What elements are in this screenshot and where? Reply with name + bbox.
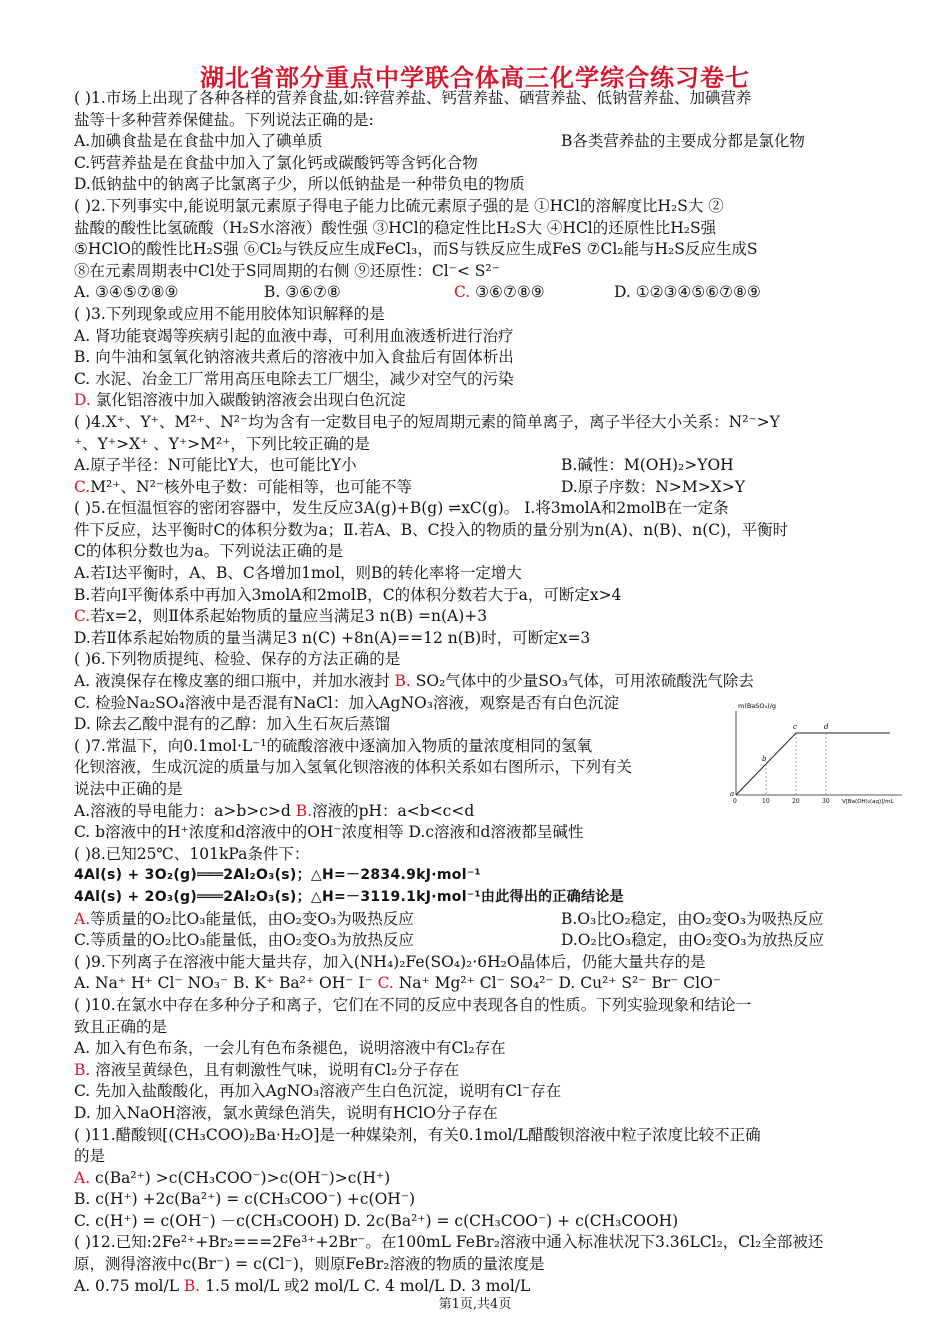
- text-line: ( )2.下列事实中,能说明氯元素原子得电子能力比硫元素原子强的是 ①HCl的溶解度比H₂S大 ②: [74, 196, 724, 215]
- answer-mark: B.: [74, 1060, 91, 1079]
- option-text: C. ③⑥⑦⑧⑨: [454, 283, 545, 302]
- text-line: D.低钠盐中的钠离子比氯离子少，所以低钠盐是一种带负电的物质: [74, 175, 525, 194]
- text-line: ⑧在元素周期表中Cl处于S同周期的右侧 ⑨还原性：Cl⁻< S²⁻: [74, 261, 500, 280]
- text-line: C的体积分数也为a。下列说法正确的是: [74, 542, 344, 561]
- option-text: B.碱性：M(OH)₂>YOH: [561, 456, 734, 475]
- answer-mark: A.: [74, 1168, 91, 1187]
- text-line: ( )5.在恒温恒容的密闭容器中，发生反应3A(g)+B(g) ⇌xC(g)。 Ⅰ.将3molA和2molB在一定条: [74, 499, 729, 518]
- graph-point-a: a: [730, 790, 735, 798]
- text-line: C. 先加入盐酸酸化，再加入AgNO₃溶液产生白色沉淀，说明有Cl⁻存在: [74, 1082, 562, 1101]
- answer-mark: C.: [454, 283, 471, 302]
- graph-curve: [736, 733, 890, 795]
- text-line: B.若向Ⅰ平衡体系中再加入3molA和2molB，C的体积分数若大于a，可断定x>4: [74, 585, 622, 604]
- graph-point-c: c: [793, 723, 797, 731]
- text-line: B. c(H⁺) +2c(Ba²⁺) = c(CH₃COO⁻) +c(OH⁻): [74, 1190, 416, 1209]
- text-line: D. 除去乙酸中混有的乙醇：加入生石灰后蒸馏: [74, 715, 391, 734]
- text-line: [74, 477, 880, 499]
- text-line: ( )7.常温下，向0.1mol·L⁻¹的硫酸溶液中逐滴加入物质的量浓度相同的氢氧: [74, 736, 593, 755]
- option-text: A.原子半径：N可能比Y大，也可能比Y小: [74, 456, 357, 475]
- text-line: 说法中正确的是: [74, 780, 183, 798]
- text-line: 原，测得溶液中c(Br⁻) = c(Cl⁻)，则原FeBr₂溶液的物质的量浓度是: [74, 1255, 545, 1274]
- text-line: ( )9.下列离子在溶液中能大量共存，加入(NH₄)₂Fe(SO₄)₂·6H₂O晶体后，仍能大量共存的是: [74, 952, 706, 971]
- graph-xtick: 0: [733, 798, 737, 805]
- text-line: C. 检验Na₂SO₄溶液中是否混有NaCl：加入AgNO₃溶液，观察是否有白色沉淀: [74, 693, 619, 712]
- text-line: [74, 282, 880, 304]
- text-line: A. 0.75 mol/L B. 1.5 mol/L 或2 mol/L C. 4 mol/L D. 3 mol/L: [74, 1276, 531, 1295]
- text-line: ( )8.已知25℃、101kPa条件下：: [74, 844, 310, 863]
- answer-mark: C.: [74, 607, 91, 626]
- text-line: 的是: [74, 1147, 106, 1166]
- text-line: D. 氯化铝溶液中加入碳酸钠溶液会出现白色沉淀: [74, 391, 406, 410]
- text-line: A. Na⁺ H⁺ Cl⁻ NO₃⁻ B. K⁺ Ba²⁺ OH⁻ I⁻ C. Na⁺ Mg²⁺ Cl⁻ SO₄²⁻ D. Cu²⁺ S²⁻ Br⁻ ClO⁻: [74, 974, 721, 993]
- page-title: 湖北省部分重点中学联合体高三化学综合练习卷七: [200, 63, 750, 92]
- text-line: ( )11.醋酸钡[(CH₃COO)₂Ba·H₂O]是一种媒染剂，有关0.1mol/L醋酸钡溶液中粒子浓度比较不正确: [74, 1125, 761, 1144]
- text-line: ( )6.下列物质提纯、检验、保存的方法正确的是: [74, 650, 401, 669]
- graph-xlabel: V[Ba(OH)₂(aq)]/mL: [842, 799, 894, 805]
- text-line: 盐等十多种营养保健盐。下列说法正确的是:: [74, 110, 374, 129]
- text-line: C. c(H⁺) = c(OH⁻) －c(CH₃COOH) D. 2c(Ba²⁺) = c(CH₃COO⁻) + c(CH₃COOH): [74, 1211, 679, 1230]
- text-line: 4Al(s) + 3O₂(g)═══2Al₂O₃(s)；△H=－2834.9kJ·mol⁻¹: [74, 867, 481, 884]
- option-text: D.O₂比O₃稳定，由O₂变O₃为放热反应: [561, 931, 824, 950]
- option-text: C.M²⁺、N²⁻核外电子数：可能相等，也可能不等: [74, 477, 412, 496]
- text-line: ( )10.在氯水中存在多种分子和离子，它们在不同的反应中表现各自的性质。下列实验现象和结论一: [74, 995, 752, 1014]
- text-line: [74, 930, 880, 952]
- graph-point-b: b: [762, 755, 767, 763]
- answer-mark: B.: [183, 1276, 201, 1295]
- option-text: B.O₃比O₂稳定，由O₂变O₃为吸热反应: [561, 909, 824, 928]
- text-line: ( )3.下列现象或应用不能用胶体知识解释的是: [74, 304, 385, 323]
- option-text: D. ①②③④⑤⑥⑦⑧⑨: [614, 283, 761, 302]
- precipitate-volume-graph: [730, 699, 908, 809]
- answer-mark: D.: [74, 391, 91, 410]
- graph-xtick: 20: [792, 798, 800, 805]
- option-text: A. ③④⑤⑦⑧⑨: [74, 283, 179, 302]
- graph-point-d: d: [824, 723, 829, 731]
- answer-mark: C.: [74, 477, 91, 496]
- answer-mark: B.: [295, 801, 313, 820]
- answer-mark: B.: [394, 672, 411, 691]
- graph-ylabel: m(BaSO₄)/g: [738, 702, 777, 710]
- text-line: A. 加入有色布条，一会儿有色布条褪色，说明溶液中有Cl₂存在: [74, 1039, 506, 1058]
- text-line: B. 溶液呈黄绿色，且有刺激性气味，说明有Cl₂分子存在: [74, 1060, 460, 1079]
- option-text: D.原子序数：N>M>X>Y: [561, 477, 745, 496]
- text-line: D. 加入NaOH溶液，氯水黄绿色消失，说明有HClO分子存在: [74, 1103, 498, 1122]
- text-line: 化钡溶液，生成沉淀的质量与加入氢氧化钡溶液的体积关系如右图所示，下列有关: [74, 758, 633, 777]
- text-line: 致且正确的是: [74, 1017, 168, 1036]
- text-line: ( )1.市场上出现了各种各样的营养食盐,如:锌营养盐、钙营养盐、硒营养盐、低钠营养盐、加碘营养: [74, 89, 752, 107]
- text-line: C.钙营养盐是在食盐中加入了氯化钙或碳酸钙等含钙化合物: [74, 153, 478, 172]
- graph-xtick: 10: [762, 798, 770, 805]
- option-text: C.等质量的O₂比O₃能量低，由O₂变O₃为放热反应: [74, 931, 414, 950]
- text-line: A.溶液的导电能力：a>b>c>d B.溶液的pH：a<b<c<d: [74, 801, 475, 820]
- text-line: [74, 909, 880, 931]
- option-text: A.等质量的O₂比O₃能量低，由O₂变O₃为吸热反应: [74, 909, 414, 928]
- text-line: A. 液溴保存在橡皮塞的细口瓶中，并加水液封 B. SO₂气体中的少量SO₃气体，可用浓硫酸洗气除去: [74, 672, 754, 691]
- answer-mark: C.: [377, 974, 394, 993]
- text-line: ( )4.X⁺、Y⁺、M²⁺、N²⁻均为含有一定数目电子的短周期元素的简单离子，离子半径大小关系：N²⁻>Y: [74, 412, 780, 431]
- graph-xtick: 30: [822, 798, 830, 805]
- text-line: A. 肾功能衰竭等疾病引起的血液中毒，可利用血液透析进行治疗: [74, 326, 514, 345]
- answer-mark: A.: [74, 909, 91, 928]
- text-line: D.若Ⅱ体系起始物质的量当满足3 n(C) +8n(A)==12 n(B)时，可断定x=3: [74, 628, 591, 647]
- option-text: A.加碘食盐是在食盐中加入了碘单质: [74, 132, 323, 151]
- text-line: A.若Ⅰ达平衡时，A、B、C各增加1mol，则B的转化率将一定增大: [74, 564, 522, 583]
- text-line: A. c(Ba²⁺) >c(CH₃COO⁻)>c(OH⁻)>c(H⁺): [74, 1168, 391, 1187]
- text-line: [74, 455, 880, 477]
- text-line: 盐酸的酸性比氢硫酸（H₂S水溶液）酸性强 ③HCl的稳定性比H₂S大 ④HCl的还原性比H₂S强: [74, 218, 717, 237]
- option-text: B. ③⑥⑦⑧: [264, 283, 341, 302]
- text-line: B. 向牛油和氢氧化钠溶液共煮后的溶液中加入食盐后有固体析出: [74, 348, 514, 367]
- text-line: 4Al(s) + 2O₃(g)═══2Al₂O₃(s)；△H=－3119.1kJ·mol⁻¹由此得出的正确结论是: [74, 888, 624, 905]
- text-line: C. b溶液中的H⁺浓度和d溶液中的OH⁻浓度相等 D.c溶液和d溶液都呈碱性: [74, 823, 584, 842]
- page-footer: 第1页,共4页: [438, 1297, 512, 1312]
- text-line: C. 水泥、冶金工厂常用高压电除去工厂烟尘，减少对空气的污染: [74, 369, 514, 388]
- text-line: 件下反应，达平衡时C的体积分数为a；Ⅱ.若A、B、C投入的物质的量分别为n(A)、n(B)、n(C)，平衡时: [74, 520, 789, 539]
- text-line: ⁺、Y⁺>X⁺ 、Y⁺>M²⁺，下列比较正确的是: [74, 434, 370, 453]
- question-list: [74, 88, 880, 1297]
- text-line: ( )12.已知:2Fe²⁺+Br₂===2Fe³⁺+2Br⁻。在100mL FeBr₂溶液中通入标准状况下3.36LCl₂，Cl₂全部被还: [74, 1233, 824, 1252]
- text-line: [74, 131, 880, 153]
- option-text: B各类营养盐的主要成分都是氯化物: [561, 132, 805, 151]
- text-line: C.若x=2，则Ⅱ体系起始物质的量应当满足3 n(B) =n(A)+3: [74, 607, 488, 626]
- text-line: ⑤HClO的酸性比H₂S强 ⑥Cl₂与铁反应生成FeCl₃，而S与铁反应生成FeS ⑦Cl₂能与H₂S反应生成S: [74, 240, 758, 259]
